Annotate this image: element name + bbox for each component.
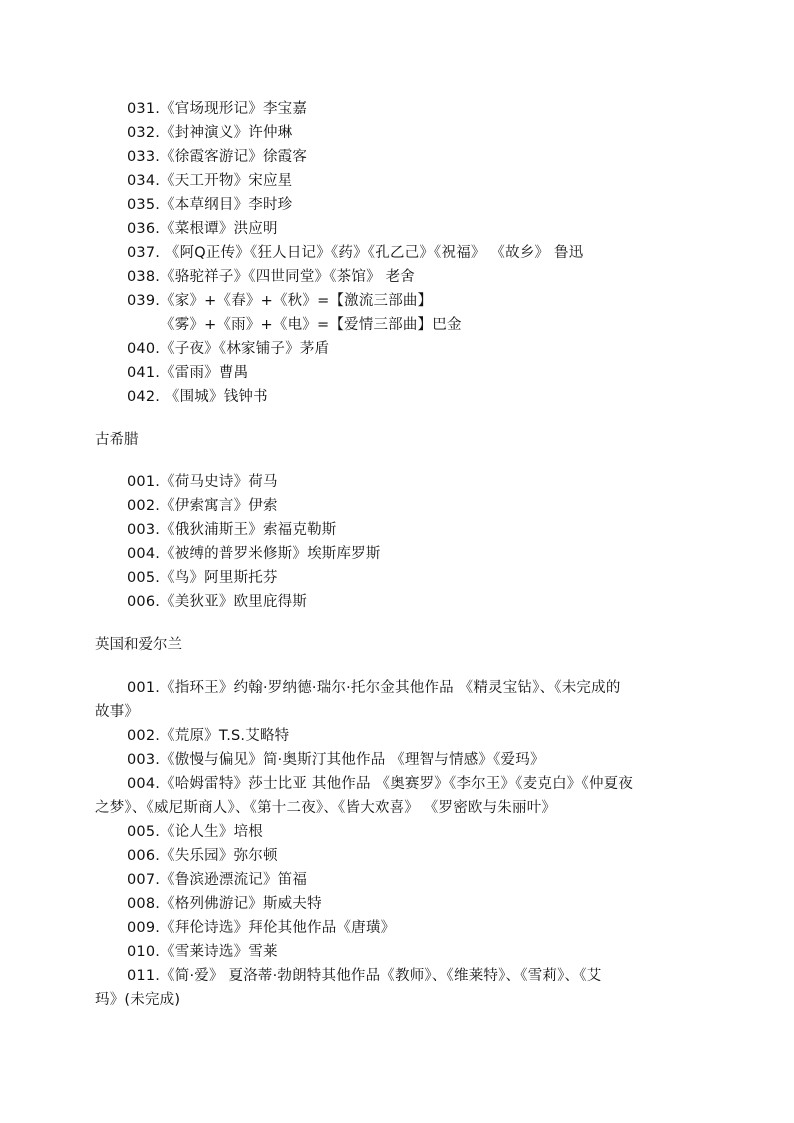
list-item-continuation: 玛》(未完成) xyxy=(95,992,181,1008)
list-item: 034.《天工开物》宋应星 xyxy=(127,173,293,189)
list-item: 008.《格列佛游记》斯威夫特 xyxy=(127,896,322,912)
list-item: 002.《荒原》T.S.艾略特 xyxy=(127,728,290,744)
list-item: 004.《被缚的普罗米修斯》埃斯库罗斯 xyxy=(127,546,381,562)
list-item: 001.《荷马史诗》荷马 xyxy=(127,474,278,490)
list-item: 036.《菜根谭》洪应明 xyxy=(127,221,278,237)
list-item: 031.《官场现形记》李宝嘉 xyxy=(127,101,308,117)
list-item: 040.《子夜》《林家铺子》茅盾 xyxy=(127,341,330,357)
list-item: 039.《家》+《春》+《秋》=【激流三部曲】 xyxy=(127,293,433,309)
section-heading-greek: 古希腊 xyxy=(95,432,139,448)
list-item: 037. 《阿Q正传》《狂人日记》《药》《孔乙己》《祝福》 《故乡》 鲁迅 xyxy=(127,245,584,261)
list-item-continuation: 之梦》、《威尼斯商人》、《第十二夜》、《皆大欢喜》 《罗密欧与朱丽叶》 xyxy=(95,800,557,816)
list-item: 002.《伊索寓言》伊索 xyxy=(127,498,278,514)
list-item-continuation: 故事》 xyxy=(95,704,140,720)
list-item: 003.《傲慢与偏见》简·奥斯汀其他作品 《理智与情感》《爱玛》 xyxy=(127,752,545,768)
list-item: 038.《骆驼祥子》《四世同堂》《茶馆》 老舍 xyxy=(127,269,415,285)
list-item: 009.《拜伦诗选》拜伦其他作品《唐璜》 xyxy=(127,920,396,936)
list-item: 010.《雪莱诗选》雪莱 xyxy=(127,944,278,960)
list-item: 035.《本草纲目》李时珍 xyxy=(127,197,293,213)
section-heading-british: 英国和爱尔兰 xyxy=(95,637,182,653)
list-item: 041.《雷雨》曹禺 xyxy=(127,365,249,381)
list-item: 033.《徐霞客游记》徐霞客 xyxy=(127,149,308,165)
list-item: 006.《失乐园》弥尔顿 xyxy=(127,848,278,864)
list-item: 042. 《围城》钱钟书 xyxy=(127,389,268,405)
list-item: 007.《鲁滨逊漂流记》笛福 xyxy=(127,872,308,888)
list-item: 005.《鸟》阿里斯托芬 xyxy=(127,570,278,586)
list-item: 011.《简·爱》 夏洛蒂·勃朗特其他作品《教师》、《维莱特》、《雪莉》、《艾 xyxy=(127,968,602,984)
list-item: 004.《哈姆雷特》莎士比亚 其他作品 《奥赛罗》《李尔王》《麦克白》《仲夏夜 xyxy=(127,776,634,792)
list-item: 003.《俄狄浦斯王》索福克勒斯 xyxy=(127,522,337,538)
list-item: 032.《封神演义》许仲琳 xyxy=(127,125,293,141)
list-item-continuation: 《雾》+《雨》+《电》=【爱情三部曲】巴金 xyxy=(160,317,462,333)
list-item: 006.《美狄亚》欧里庇得斯 xyxy=(127,594,308,610)
list-item: 005.《论人生》培根 xyxy=(127,824,263,840)
list-item: 001.《指环王》约翰·罗纳德·瑞尔·托尔金其他作品 《精灵宝钻》、《未完成的 xyxy=(127,680,621,696)
